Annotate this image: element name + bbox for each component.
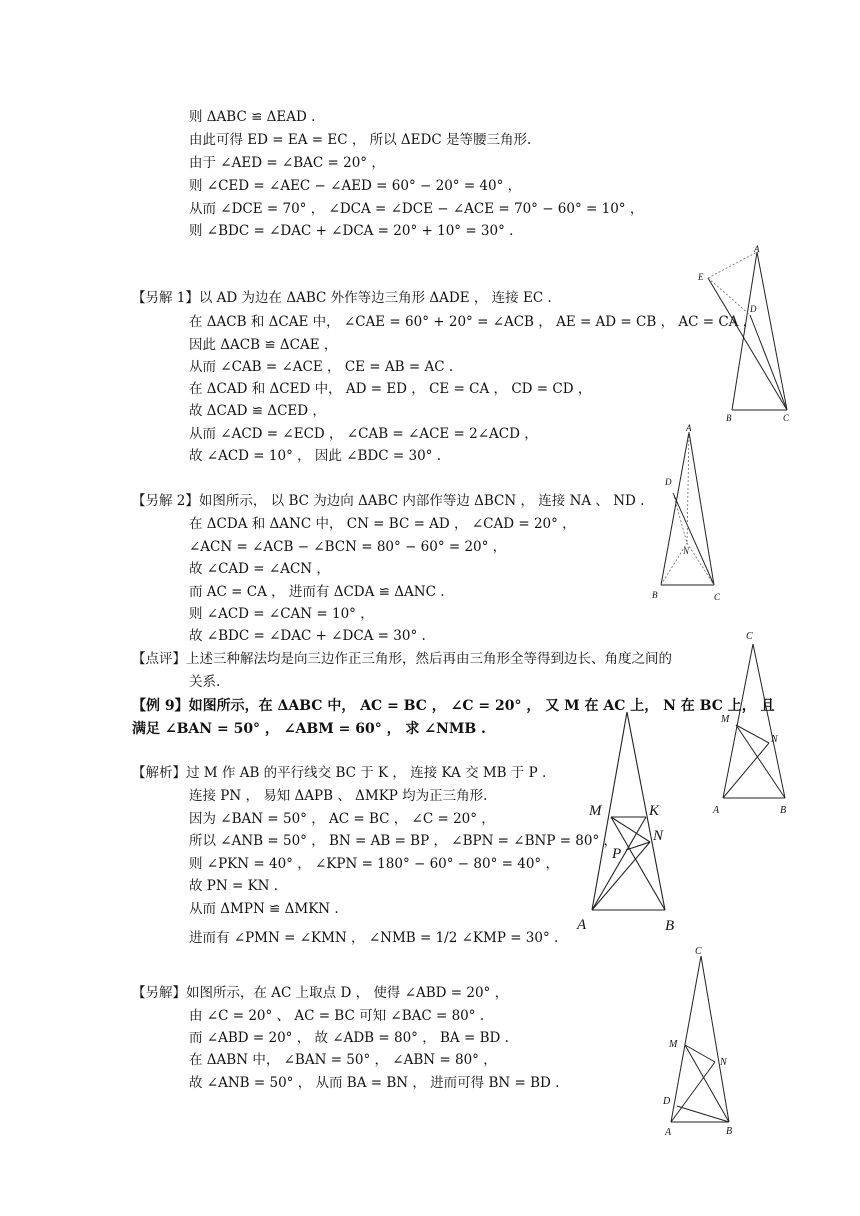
geometry-figure-2 <box>645 420 735 605</box>
section-heading-alt-solution-2: 【另解 2】如图所示， 以 BC 为边向 ΔABC 内部作等边 ΔBCN ， 连接 NA 、 ND . <box>132 493 645 509</box>
geometry-figure-5 <box>655 940 755 1140</box>
geometry-figure-4 <box>575 690 705 940</box>
text-line: 则 ∠PKN = 40° ， ∠KPN = 180° − 60° − 80° = 40° ， <box>189 856 559 872</box>
point-label-M: M <box>589 803 602 819</box>
point-label-B: B <box>780 805 787 816</box>
point-label-C: C <box>746 631 753 642</box>
point-label-B: B <box>665 918 675 934</box>
section-heading-alt-solution: 【另解】如图所示，在 AC 上取点 D ， 使得 ∠ABD = 20° ， <box>132 985 509 1001</box>
point-label-N: N <box>683 546 690 556</box>
point-label-P: P <box>612 846 622 862</box>
point-label-A: A <box>754 244 760 254</box>
text-line: 故 ∠CAD = ∠ACN ， <box>189 561 330 577</box>
text-line: 故 PN = KN . <box>189 878 279 894</box>
point-label-M: M <box>669 1039 678 1050</box>
point-label-C: C <box>695 946 702 957</box>
point-label-B: B <box>726 413 732 423</box>
text-line: 由 ∠C = 20° 、 AC = BC 可知 ∠BAC = 80° . <box>189 1008 485 1024</box>
point-label-D: D <box>750 304 757 314</box>
text-line: ∠ACN = ∠ACB − ∠BCN = 80° − 60° = 20° ， <box>189 539 507 555</box>
point-label-B: B <box>652 590 658 600</box>
text-line: 则 ∠CED = ∠AEC − ∠AED = 60° − 20° = 40° ， <box>189 178 522 194</box>
point-label-D: D <box>663 1096 671 1107</box>
text-line: 而 AC = CA ， 进而有 ΔCDA ≌ ΔANC . <box>189 584 445 600</box>
text-line: 则 ∠BDC = ∠DAC + ∠DCA = 20° + 10° = 30° . <box>189 223 514 239</box>
text-line: 因此 ΔACB ≌ ΔCAE ， <box>189 337 338 353</box>
point-label-A: A <box>665 1127 672 1138</box>
text-line: 故 ∠ACD = 10° ， 因此 ∠BDC = 30° . <box>189 448 441 464</box>
point-label-N: N <box>653 828 664 844</box>
example-9-heading: 【例 9】如图所示，在 ΔABC 中， AC = BC ， ∠C = 20° ， 又 M 在 AC 上， N 在 BC 上， 且 <box>132 698 775 714</box>
example-9-question: 满足 ∠BAN = 50° ， ∠ABM = 60° ， 求 ∠NMB . <box>132 721 486 737</box>
text-line: 在 ΔCAD 和 ΔCED 中， AD = ED ， CE = CA ， CD = CD ， <box>189 381 592 397</box>
text-line: 而 ∠ABD = 20° ， 故 ∠ADB = 80° ， BA = BD . <box>189 1030 509 1046</box>
text-line: 在 ΔABN 中， ∠BAN = 50° ， ∠ABN = 80° ， <box>189 1052 497 1068</box>
point-label-A: A <box>713 805 720 816</box>
text-line: 故 ∠BDC = ∠DAC + ∠DCA = 30° . <box>189 628 426 644</box>
text-line: 从而 ΔMPN ≌ ΔMKN . <box>189 901 339 917</box>
point-label-K: K <box>649 803 660 819</box>
point-label-A: A <box>577 917 587 933</box>
text-line: 则 ∠ACD = ∠CAN = 10° ， <box>189 606 374 622</box>
comment-heading: 【点评】上述三种解法均是向三边作正三角形，然后再由三角形全等得到边长、角度之间的 <box>132 651 672 667</box>
text-line: 从而 ∠CAB = ∠ACE ， CE = AB = AC . <box>189 359 454 375</box>
text-line: 从而 ∠ACD = ∠ECD ， ∠CAB = ∠ACE = 2∠ACD ， <box>189 426 538 442</box>
point-label-C: C <box>714 592 721 602</box>
text-line: 在 ΔACB 和 ΔCAE 中， ∠CAE = 60° + 20° = ∠ACB ， AE = AD = CB ， AC = CA ， <box>189 314 757 330</box>
text-line: 故 ∠ANB = 50° ， 从而 BA = BN ， 进而可得 BN = BD . <box>189 1075 560 1091</box>
text-line: 因为 ∠BAN = 50° ， AC = BC ， ∠C = 20° ， <box>189 811 495 827</box>
text-line: 由此可得 ED = EA = EC ， 所以 ΔEDC 是等腰三角形. <box>189 132 532 148</box>
text-line: 从而 ∠DCE = 70° ， ∠DCA = ∠DCE − ∠ACE = 70° − 60° = 10° ， <box>189 201 644 217</box>
text-line: 连接 PN ， 易知 ΔAPB 、 ΔMKP 均为正三角形. <box>189 788 488 804</box>
geometry-figure-1 <box>690 240 800 425</box>
text-line: 由于 ∠AED = ∠BAC = 20° ， <box>189 155 385 171</box>
point-label-E: E <box>698 272 704 282</box>
point-label-M: M <box>721 714 730 725</box>
text-line: 在 ΔCDA 和 ΔANC 中， CN = BC = AD ， ∠CAD = 20° ， <box>189 516 576 532</box>
geometry-figure-3 <box>708 628 808 823</box>
text-line: 所以 ∠ANB = 50° ， BN = AB = BP ， ∠BPN = ∠BNP = 80° ， <box>189 833 618 849</box>
point-label-D: D <box>665 477 672 487</box>
text-line: 进而有 ∠PMN = ∠KMN ， ∠NMB = 1/2 ∠KMP = 30° . <box>189 930 559 946</box>
point-label-C: C <box>783 413 790 423</box>
point-label-A: A <box>686 423 692 433</box>
text-line: 故 ΔCAD ≌ ΔCED ， <box>189 403 326 419</box>
point-label-N: N <box>720 1057 727 1068</box>
text-line: 关系. <box>189 674 221 690</box>
text-line: 则 ΔABC ≌ ΔEAD . <box>189 109 316 125</box>
point-label-N: N <box>771 734 778 745</box>
analysis-heading: 【解析】过 M 作 AB 的平行线交 BC 于 K ， 连接 KA 交 MB 于 P . <box>132 765 547 781</box>
section-heading-alt-solution-1: 【另解 1】以 AD 为边在 ΔABC 外作等边三角形 ΔADE ， 连接 EC . <box>132 290 552 306</box>
point-label-B: B <box>726 1126 733 1137</box>
